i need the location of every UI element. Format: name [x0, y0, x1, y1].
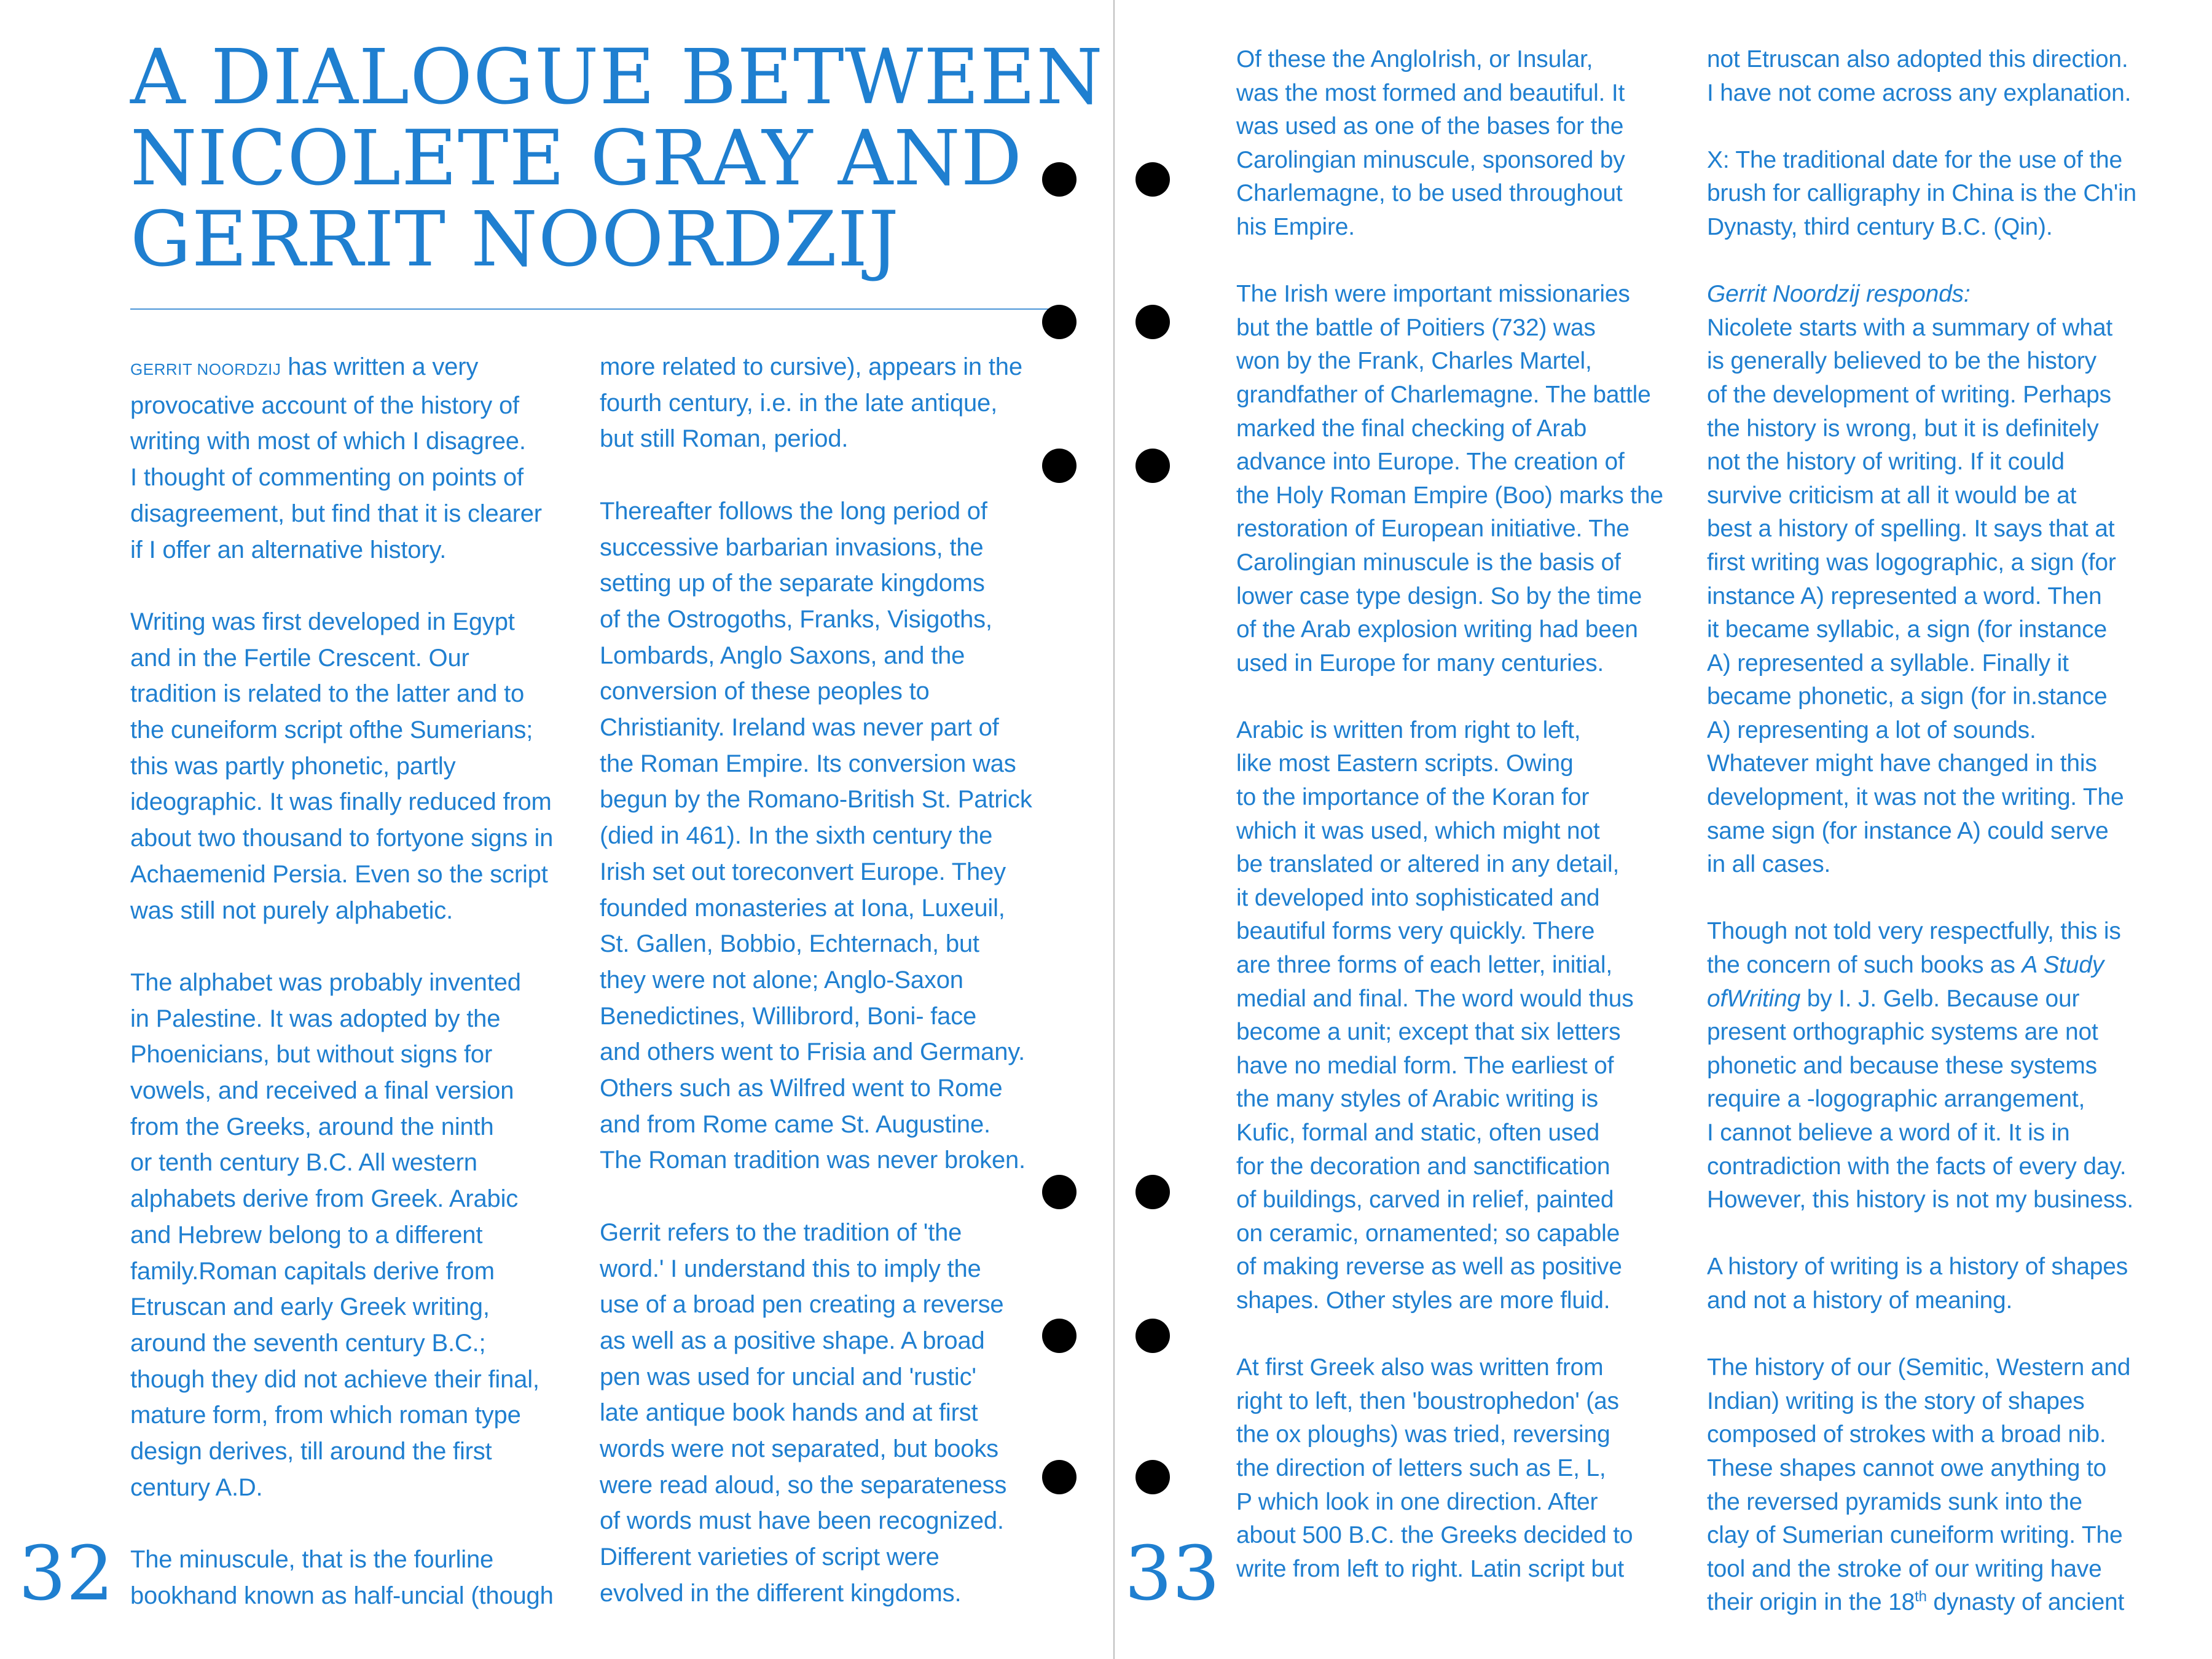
- text-line: Irish set out toreconvert Europe. They: [600, 858, 1006, 885]
- text-line: have no medial form. The earliest of: [1236, 1052, 1614, 1079]
- title-line: NICOLETE GRAY AND: [130, 114, 1023, 203]
- text-line: of words must have been recognized.: [600, 1507, 1004, 1535]
- text-line: survive criticism at all it would be at: [1707, 482, 2077, 509]
- text-line: A) representing a lot of sounds.: [1707, 716, 2036, 743]
- text-line: the reversed pyramids sunk into the: [1707, 1488, 2082, 1515]
- text-line: The history of our (Semitic, Western and: [1707, 1354, 2131, 1381]
- text-line: family.Roman capitals derive from: [130, 1257, 495, 1285]
- text-line: Lombards, Anglo Saxons, and the: [600, 641, 965, 669]
- page-number-right: 33: [1124, 1530, 1220, 1617]
- text-line: and Hebrew belong to a different: [130, 1221, 483, 1249]
- text-line: The Roman tradition was never broken.: [600, 1147, 1026, 1174]
- book-title: ofWriting: [1707, 985, 1801, 1012]
- text-line: Phoenicians, but without signs for: [130, 1041, 493, 1069]
- text-line: The Irish were important missionaries: [1236, 281, 1630, 308]
- text-column-3: [1236, 43, 1703, 1620]
- text-line: but still Roman, period.: [600, 425, 849, 453]
- text-line: Charlemagne, to be used throughout: [1236, 180, 1623, 207]
- title-line: A DIALOGUE BETWEEN: [130, 33, 1104, 122]
- binding-hole: [1042, 1175, 1077, 1209]
- text-line: Writing was first developed in Egypt: [130, 608, 515, 635]
- text-line: (died in 461). In the sixth century the: [600, 822, 993, 850]
- text-line: are three forms of each letter, initial,: [1236, 952, 1612, 979]
- text-line: Nicolete starts with a summary of what: [1707, 314, 2112, 341]
- paragraph: [1707, 312, 2174, 882]
- text-fragment: has written a very: [281, 353, 479, 380]
- text-line: [1707, 1586, 2174, 1620]
- text-line: St. Gallen, Bobbio, Echternach, but: [600, 930, 979, 958]
- text-line: A history of writing is a history of shapes: [1707, 1253, 2128, 1281]
- text-line: bookhand known as half-uncial (though: [130, 1582, 554, 1609]
- text-line: like most Eastern scripts. Owing: [1236, 750, 1574, 777]
- paragraph: [600, 1215, 1067, 1612]
- text-line: Others such as Wilfred went to Rome: [600, 1075, 1003, 1102]
- text-line: best a history of spelling. It says that at: [1707, 516, 2115, 543]
- text-line: I have not come across any explanation.: [1707, 79, 2132, 106]
- text-line: of the development of writing. Perhaps: [1707, 381, 2111, 408]
- paragraph: [1236, 43, 1703, 245]
- text-line: The minuscule, that is the fourline: [130, 1546, 494, 1574]
- text-line: be translated or altered in any detail,: [1236, 851, 1620, 878]
- binding-hole: [1135, 1319, 1170, 1353]
- text-line: about 500 B.C. the Greeks decided to: [1236, 1522, 1633, 1549]
- binding-hole: [1135, 449, 1170, 483]
- text-line: more related to cursive), appears in the: [600, 353, 1022, 380]
- text-fragment: by I. J. Gelb. Because our: [1800, 985, 2080, 1012]
- text-line: evolved in the different kingdoms.: [600, 1579, 962, 1607]
- superscript: th: [1915, 1588, 1927, 1606]
- text-line: I thought of commenting on points of: [130, 464, 524, 492]
- text-line: which it was used, which might not: [1236, 817, 1600, 844]
- text-line: begun by the Romano-British St. Patrick: [600, 786, 1032, 814]
- text-line: and from Rome came St. Augustine.: [600, 1110, 990, 1138]
- paragraph: [1236, 278, 1703, 680]
- text-line: shapes. Other styles are more fluid.: [1236, 1287, 1610, 1314]
- text-line: Carolingian minuscule is the basis of: [1236, 549, 1621, 576]
- paragraph: [1707, 1250, 2174, 1317]
- text-line: I cannot believe a word of it. It is in: [1707, 1120, 2070, 1146]
- text-line: lower case type design. So by the time: [1236, 582, 1642, 610]
- binding-hole: [1135, 1460, 1170, 1494]
- text-line: advance into Europe. The creation of: [1236, 449, 1625, 476]
- paragraph: [1707, 1351, 2174, 1620]
- text-line: about two thousand to fortyone signs in: [130, 825, 554, 852]
- text-line: founded monasteries at Iona, Luxeuil,: [600, 894, 1005, 922]
- text-line: The alphabet was probably invented: [130, 968, 521, 996]
- text-line: ideographic. It was finally reduced from: [130, 788, 552, 816]
- text-line: [1707, 949, 2174, 982]
- text-line: of the Ostrogoths, Franks, Visigoths,: [600, 605, 992, 633]
- text-line: the ox ploughs) was tried, reversing: [1236, 1421, 1610, 1448]
- text-line: [130, 349, 597, 388]
- text-column-4: [1707, 43, 2174, 1653]
- text-line: won by the Frank, Charles Martel,: [1236, 348, 1592, 375]
- text-line: phonetic and because these systems: [1707, 1052, 2097, 1079]
- text-line: though they did not achieve their final,: [130, 1365, 539, 1393]
- text-line: the Roman Empire. Its conversion was: [600, 750, 1016, 777]
- response-heading: Gerrit Noordzij responds:: [1707, 281, 1971, 308]
- text-line: Etruscan and early Greek writing,: [130, 1293, 490, 1321]
- text-line: right to left, then 'boustrophedon' (as: [1236, 1387, 1619, 1414]
- text-line: restoration of European initiative. The: [1236, 516, 1630, 543]
- text-line: his Empire.: [1236, 213, 1355, 240]
- binding-hole: [1042, 305, 1077, 339]
- text-line: Indian) writing is the story of shapes: [1707, 1387, 2085, 1414]
- paragraph: [600, 349, 1067, 457]
- text-line: in Palestine. It was adopted by the: [130, 1005, 501, 1032]
- paragraph: [130, 1542, 597, 1614]
- text-line: A) represented a syllable. Finally it: [1707, 649, 2069, 677]
- binding-hole: [1135, 1175, 1170, 1209]
- paragraph: [1707, 43, 2174, 110]
- text-line: not the history of writing. If it could: [1707, 449, 2065, 476]
- text-line: Different varieties of script were: [600, 1543, 939, 1571]
- paragraph: [1707, 144, 2174, 245]
- text-line: beautiful forms very quickly. There: [1236, 918, 1595, 945]
- book-title: A Study: [2022, 952, 2104, 979]
- text-line: Though not told very respectfully, this is: [1707, 918, 2121, 945]
- text-line: marked the final checking of Arab: [1236, 415, 1587, 442]
- text-line: or tenth century B.C. All western: [130, 1149, 477, 1177]
- text-line: write from left to right. Latin script but: [1236, 1555, 1625, 1582]
- text-fragment: the concern of such books as: [1707, 952, 2022, 979]
- text-line: P which look in one direction. After: [1236, 1488, 1598, 1515]
- text-line: Achaemenid Persia. Even so the script: [130, 860, 548, 888]
- text-line: was used as one of the bases for the: [1236, 113, 1624, 140]
- text-line: around the seventh century B.C.;: [130, 1329, 486, 1357]
- text-line: [1707, 982, 2174, 1016]
- text-line: first writing was logographic, a sign (for: [1707, 549, 2116, 576]
- text-line: Of these the AngloIrish, or Insular,: [1236, 46, 1593, 73]
- text-line: These shapes cannot owe anything to: [1707, 1454, 2106, 1481]
- text-line: but the battle of Poitiers (732) was: [1236, 314, 1596, 341]
- text-line: and in the Fertile Crescent. Our: [130, 644, 469, 672]
- text-line: the history is wrong, but it is definitely: [1707, 415, 2099, 442]
- text-line: was the most formed and beautiful. It: [1236, 79, 1625, 106]
- binding-hole: [1135, 305, 1170, 339]
- text-column-1: [130, 349, 597, 1650]
- text-line: not Etruscan also adopted this direction.: [1707, 46, 2128, 73]
- text-line: Kufic, formal and static, often used: [1236, 1120, 1600, 1146]
- text-line: were read aloud, so the separateness: [600, 1471, 1007, 1499]
- paragraph: [1236, 714, 1703, 1318]
- text-line: the cuneiform script ofthe Sumerians;: [130, 716, 533, 744]
- text-line: fourth century, i.e. in the late antique,: [600, 389, 998, 417]
- text-line: instance A) represented a word. Then: [1707, 582, 2102, 610]
- text-line: pen was used for uncial and 'rustic': [600, 1363, 976, 1390]
- text-line: clay of Sumerian cuneiform writing. The: [1707, 1522, 2123, 1549]
- text-line: tradition is related to the latter and to: [130, 680, 525, 708]
- paragraph: [1236, 1351, 1703, 1586]
- paragraph: [1707, 278, 2174, 312]
- paragraph: [600, 493, 1067, 1179]
- title-line: GERRIT NOORDZIJ: [130, 195, 900, 284]
- text-line: Whatever might have changed in this: [1707, 750, 2097, 777]
- text-line: on ceramic, ornamented; so capable: [1236, 1220, 1620, 1247]
- text-line: same sign (for instance A) could serve: [1707, 817, 2109, 844]
- text-line: the direction of letters such as E, L,: [1236, 1454, 1606, 1481]
- text-line: Thereafter follows the long period of: [600, 497, 987, 525]
- text-line: century A.D.: [130, 1473, 263, 1501]
- text-line: if I offer an alternative history.: [130, 536, 447, 563]
- text-line: design derives, till around the first: [130, 1438, 492, 1465]
- text-line: in all cases.: [1707, 851, 1831, 878]
- text-line: of buildings, carved in relief, painted: [1236, 1186, 1614, 1214]
- text-line: provocative account of the history of: [130, 391, 519, 419]
- text-line: contradiction with the facts of every day.: [1707, 1153, 2127, 1180]
- text-line: successive barbarian invasions, the: [600, 533, 984, 561]
- text-line: use of a broad pen creating a reverse: [600, 1291, 1004, 1319]
- binding-hole: [1135, 162, 1170, 197]
- paragraph: [130, 965, 597, 1506]
- text-line: the Holy Roman Empire (Boo) marks the: [1236, 482, 1663, 509]
- text-line: Christianity. Ireland was never part of: [600, 714, 999, 742]
- text-line: Carolingian minuscule, sponsored by: [1236, 146, 1625, 173]
- text-line: to the importance of the Koran for: [1236, 784, 1590, 811]
- text-line: Arabic is written from right to left,: [1236, 716, 1581, 743]
- text-line: development, it was not the writing. The: [1707, 784, 2124, 811]
- paragraph: [1707, 915, 2174, 1217]
- page-spine: [1113, 0, 1115, 1659]
- text-line: present orthographic systems are not: [1707, 1019, 2098, 1046]
- text-line: late antique book hands and at first: [600, 1399, 978, 1427]
- text-line: the many styles of Arabic writing is: [1236, 1086, 1598, 1113]
- text-line: this was partly phonetic, partly: [130, 752, 456, 780]
- text-line: require a -logographic arrangement,: [1707, 1086, 2085, 1113]
- text-line: became phonetic, a sign (for in.stance: [1707, 683, 2108, 710]
- text-line: is generally believed to be the history: [1707, 348, 2096, 375]
- text-line: Gerrit refers to the tradition of 'the: [600, 1218, 962, 1246]
- text-line: brush for calligraphy in China is the Ch'in: [1707, 180, 2137, 207]
- binding-hole: [1042, 449, 1077, 483]
- text-line: setting up of the separate kingdoms: [600, 570, 985, 597]
- text-line: conversion of these peoples to: [600, 678, 930, 705]
- text-line: words were not separated, but books: [600, 1435, 998, 1463]
- text-line: was still not purely alphabetic.: [130, 896, 453, 924]
- text-line: composed of strokes with a broad nib.: [1707, 1421, 2106, 1448]
- text-line: tool and the stroke of our writing have: [1707, 1555, 2102, 1582]
- text-line: they were not alone; Anglo-Saxon: [600, 966, 963, 994]
- text-line: it developed into sophisticated and: [1236, 884, 1600, 911]
- text-line: used in Europe for many centuries.: [1236, 649, 1604, 677]
- binding-hole: [1042, 162, 1077, 197]
- text-line: writing with most of which I disagree.: [130, 428, 526, 455]
- text-line: medial and final. The word would thus: [1236, 985, 1634, 1012]
- text-line: it became syllabic, a sign (for instance: [1707, 616, 2107, 643]
- text-fragment: their origin in the 18: [1707, 1589, 1915, 1616]
- text-line: of making reverse as well as positive: [1236, 1253, 1622, 1281]
- text-line: vowels, and received a final version: [130, 1077, 514, 1105]
- text-line: become a unit; except that six letters: [1236, 1019, 1621, 1046]
- text-line: However, this history is not my business.: [1707, 1186, 2134, 1214]
- text-line: and not a history of meaning.: [1707, 1287, 2013, 1314]
- text-fragment: dynasty of ancient: [1926, 1589, 2125, 1616]
- paragraph: [130, 604, 597, 928]
- text-line: from the Greeks, around the ninth: [130, 1113, 494, 1140]
- paragraph: [130, 349, 597, 568]
- text-line: Dynasty, third century B.C. (Qin).: [1707, 213, 2053, 240]
- text-line: X: The traditional date for the use of the: [1707, 146, 2122, 173]
- text-line: word.' I understand this to imply the: [600, 1255, 981, 1282]
- binding-hole: [1042, 1460, 1077, 1494]
- text-line: alphabets derive from Greek. Arabic: [130, 1185, 519, 1213]
- text-line: At first Greek also was written from: [1236, 1354, 1604, 1381]
- title-rule: [130, 308, 1051, 310]
- text-line: grandfather of Charlemagne. The battle: [1236, 381, 1651, 408]
- article-title: [130, 33, 1104, 284]
- binding-hole: [1042, 1319, 1077, 1353]
- text-line: mature form, from which roman type: [130, 1402, 521, 1429]
- text-line: for the decoration and sanctification: [1236, 1153, 1610, 1180]
- text-column-2: [600, 349, 1067, 1647]
- text-line: as well as a positive shape. A broad: [600, 1327, 985, 1354]
- text-line: disagreement, but find that it is clearer: [130, 500, 542, 527]
- page-number-left: 32: [18, 1530, 114, 1617]
- text-line: and others went to Frisia and Germany.: [600, 1038, 1025, 1066]
- author-name-smallcaps: GERRIT NOORDZIJ: [130, 360, 281, 378]
- text-line: of the Arab explosion writing had been: [1236, 616, 1638, 643]
- text-line: Benedictines, Willibrord, Boni- face: [600, 1002, 977, 1030]
